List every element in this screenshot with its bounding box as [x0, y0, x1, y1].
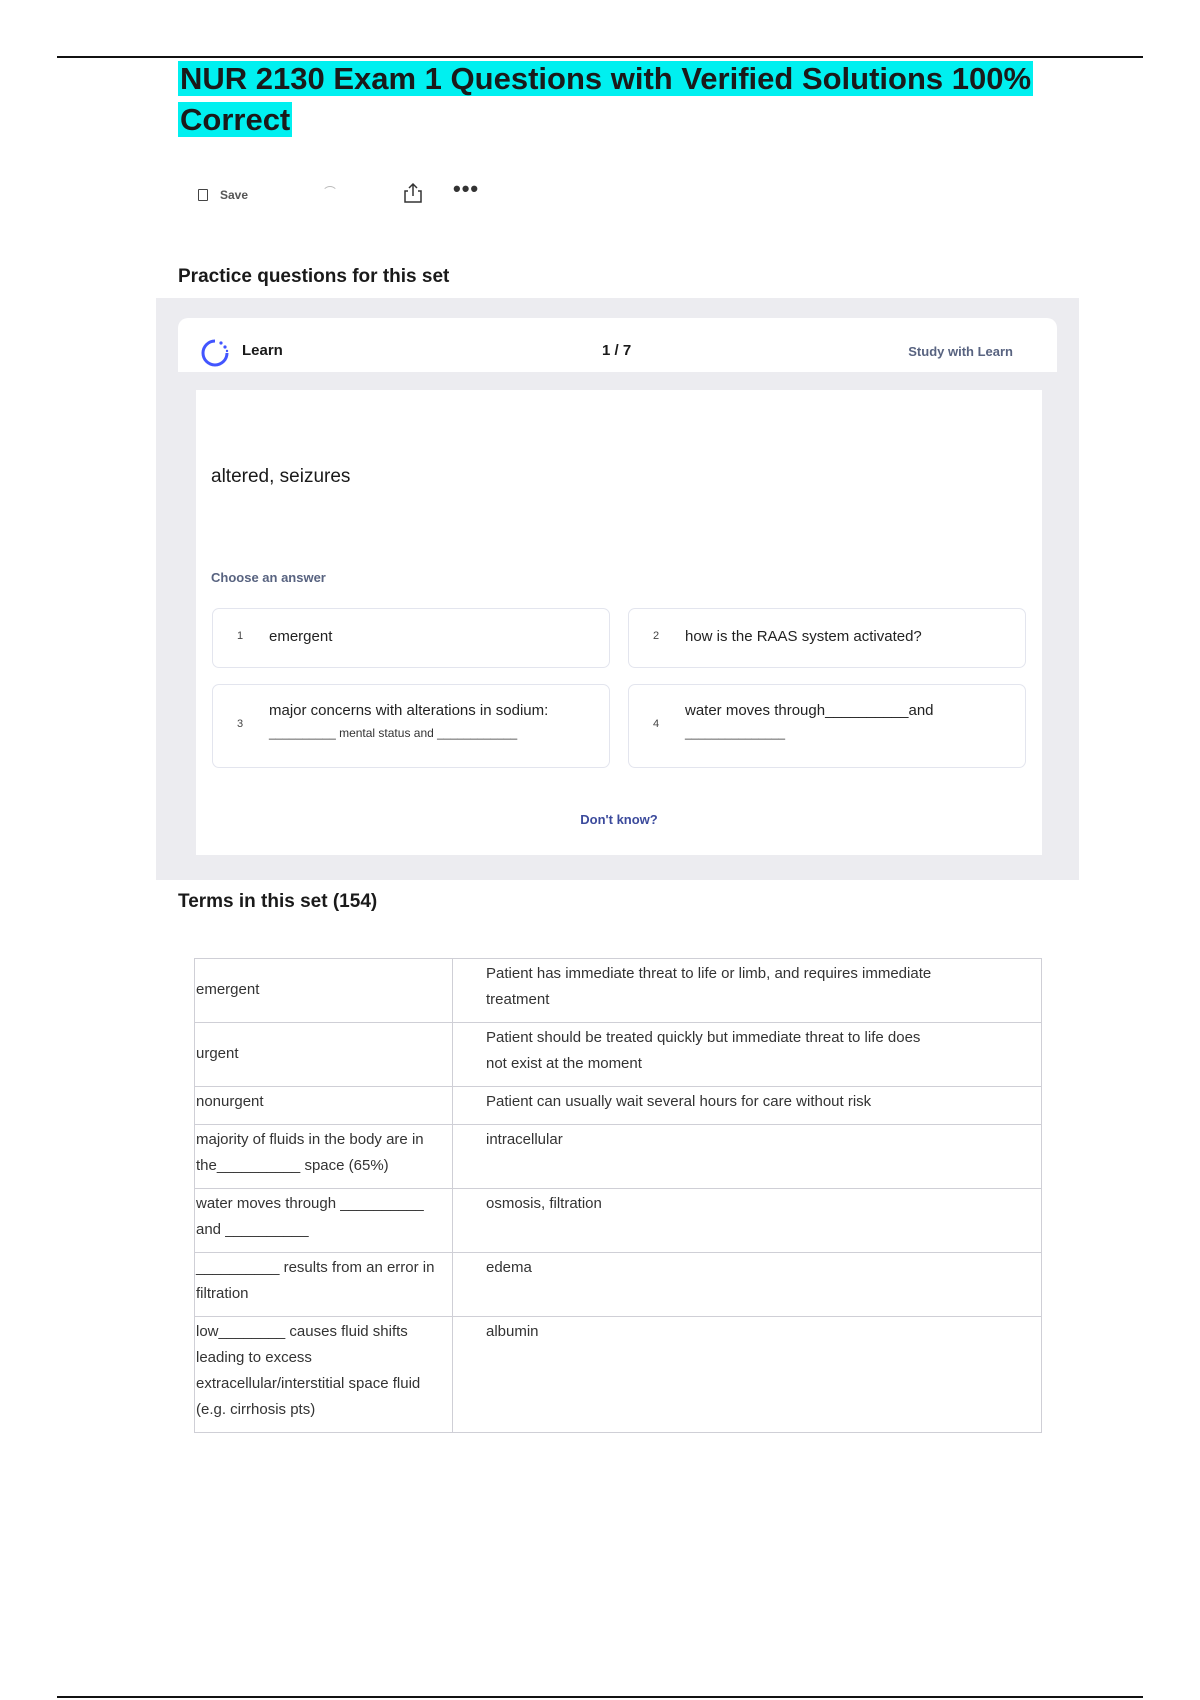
- table-row: [195, 1253, 1042, 1317]
- terms-heading: Terms in this set (154): [178, 891, 378, 912]
- option-text-sub: _______________: [685, 726, 786, 740]
- option-text-sub: __________ mental status and ____________: [269, 726, 518, 740]
- table-row: [195, 1087, 1042, 1125]
- term-cell: nonurgent: [195, 1087, 453, 1125]
- answer-option-1[interactable]: [212, 608, 610, 668]
- choose-answer-label: Choose an answer: [211, 570, 326, 585]
- progress-counter: 1 / 7: [602, 342, 632, 359]
- option-text: emergent: [269, 628, 333, 645]
- option-number: 1: [237, 630, 244, 642]
- loading-spinner-icon: [322, 186, 338, 202]
- more-icon[interactable]: •••: [453, 176, 480, 201]
- table-row: [195, 959, 1042, 1023]
- table-row: [195, 1317, 1042, 1433]
- option-number: 3: [237, 718, 244, 730]
- term-cell: majority of fluids in the body are in the__________ space (65%): [195, 1125, 453, 1189]
- bookmark-icon: [198, 189, 208, 201]
- practice-panel: [156, 298, 1079, 880]
- save-label: Save: [220, 188, 249, 202]
- question-prompt: altered, seizures: [211, 466, 351, 487]
- bottom-rule: [57, 1696, 1143, 1698]
- dont-know-link[interactable]: Don't know?: [580, 812, 658, 827]
- option-number: 4: [653, 718, 660, 730]
- study-with-learn-link[interactable]: Study with Learn: [908, 344, 1013, 359]
- learn-icon: [200, 338, 230, 368]
- option-number: 2: [653, 630, 660, 642]
- term-cell: __________ results from an error in filtration: [195, 1253, 453, 1317]
- save-button[interactable]: [198, 188, 248, 202]
- practice-heading: Practice questions for this set: [178, 266, 450, 287]
- answer-option-3[interactable]: [212, 684, 610, 768]
- term-cell: low________ causes fluid shifts leading to excess extracellular/interstitial space fluid (e.g. cirrhosis pts): [195, 1317, 453, 1433]
- option-text-main: major concerns with alterations in sodium:: [269, 702, 549, 719]
- answer-option-2[interactable]: [628, 608, 1026, 668]
- definition-cell: intracellular: [453, 1125, 1042, 1189]
- question-card: [196, 390, 1042, 855]
- document-title: NUR 2130 Exam 1 Questions with Verified Solutions 100% Correct: [180, 61, 1032, 137]
- option-text-main: water moves through__________and: [685, 702, 934, 719]
- table-row: [195, 1125, 1042, 1189]
- table-row: [195, 1023, 1042, 1087]
- learn-header: [178, 318, 1057, 372]
- answer-option-4[interactable]: [628, 684, 1026, 768]
- definition-cell: edema: [453, 1253, 1042, 1317]
- term-cell: water moves through __________ and __________: [195, 1189, 453, 1253]
- table-row: [195, 1189, 1042, 1253]
- definition-cell: Patient can usually wait several hours for care without risk: [453, 1087, 1042, 1125]
- term-cell: emergent: [195, 959, 453, 1023]
- option-text: [269, 700, 589, 744]
- term-cell: urgent: [195, 1023, 453, 1087]
- terms-table: [194, 958, 1042, 1433]
- definition-cell: Patient has immediate threat to life or limb, and requires immediate treatment: [453, 959, 1042, 1023]
- definition-cell: osmosis, filtration: [453, 1189, 1042, 1253]
- toolbar: [198, 176, 480, 208]
- option-text: how is the RAAS system activated?: [685, 628, 922, 645]
- learn-label: Learn: [242, 342, 283, 359]
- option-text: [685, 700, 1005, 744]
- definition-cell: albumin: [453, 1317, 1042, 1433]
- definition-cell: Patient should be treated quickly but immediate threat to life does not exist at the moment: [453, 1023, 1042, 1087]
- share-icon[interactable]: [403, 182, 423, 204]
